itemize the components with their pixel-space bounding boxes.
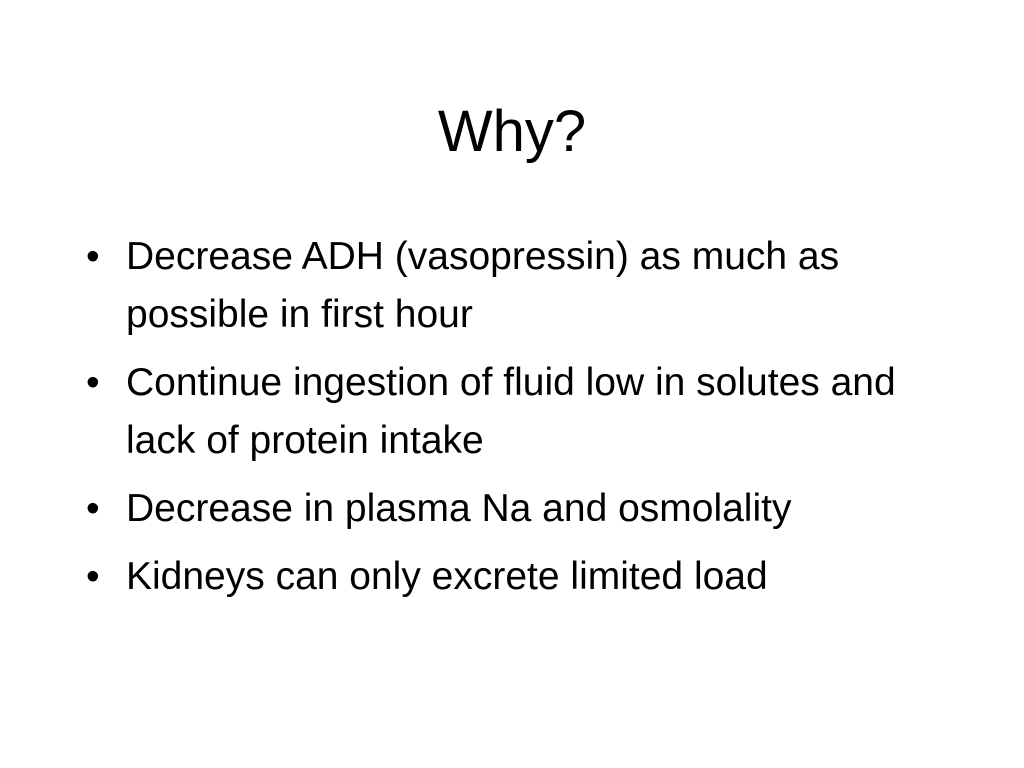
bullet-list [86,228,966,616]
bullet-icon: • [86,555,100,598]
bullet-item-1 [86,228,966,344]
bullet-text: Decrease in plasma Na and osmolality [126,487,792,530]
bullet-text: Decrease ADH (vasopressin) as much as possible in first hour [126,235,840,336]
bullet-item-4 [86,548,966,606]
bullet-text: Kidneys can only excrete limited load [126,555,768,598]
bullet-text: Continue ingestion of fluid low in solutes and lack of protein intake [126,361,896,462]
bullet-icon: • [86,487,100,530]
bullet-item-3 [86,480,966,538]
bullet-icon: • [86,361,100,404]
bullet-icon: • [86,235,100,278]
bullet-item-2 [86,354,966,470]
slide-title: Why? [437,99,587,164]
